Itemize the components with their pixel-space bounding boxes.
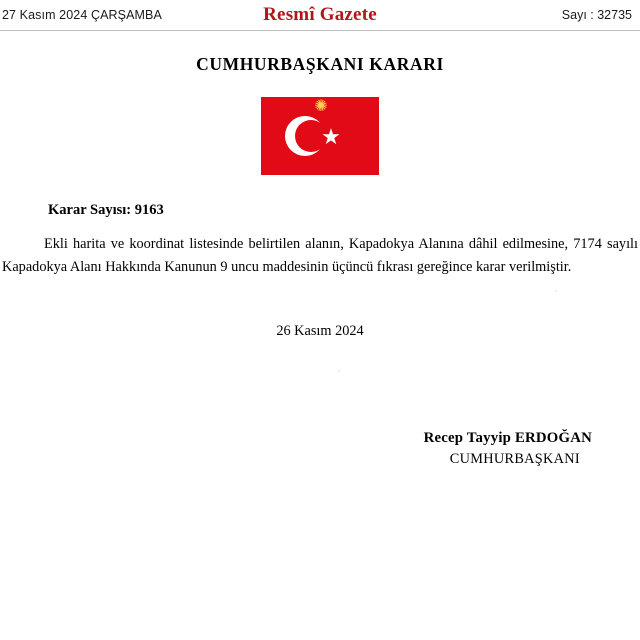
- signature-block: [0, 430, 640, 468]
- masthead-title: Resmî Gazete: [263, 4, 377, 25]
- star-icon: ★: [321, 124, 341, 149]
- decision-number: Karar Sayısı: 9163: [48, 202, 164, 218]
- signature-name: Recep Tayyip ERDOĞAN: [423, 430, 592, 447]
- scan-speck: [338, 370, 340, 372]
- masthead: [0, 0, 640, 30]
- page-title: CUMHURBAŞKANI KARARI: [196, 54, 444, 74]
- flag-container: [0, 97, 640, 175]
- sunburst-icon: ✺: [314, 98, 328, 115]
- turkish-flag-icon: [261, 97, 379, 175]
- document-body: Ekli harita ve koordinat listesinde belirtilen alanın, Kapadokya Alanına dâhil edilmesine, 7174 sayılı Kapadokya Alanı Hakkında Kanunun 9 uncu maddesinin üçüncü fıkrası gereğince karar verilmiştir.: [2, 236, 638, 276]
- masthead-issue: Sayı : 32735: [561, 8, 632, 22]
- scan-speck: [555, 290, 557, 292]
- document-date: 26 Kasım 2024: [276, 323, 364, 340]
- signature-title: CUMHURBAŞKANI: [449, 451, 580, 468]
- masthead-divider: [0, 30, 640, 31]
- masthead-date: 27 Kasım 2024 ÇARŞAMBA: [2, 8, 162, 22]
